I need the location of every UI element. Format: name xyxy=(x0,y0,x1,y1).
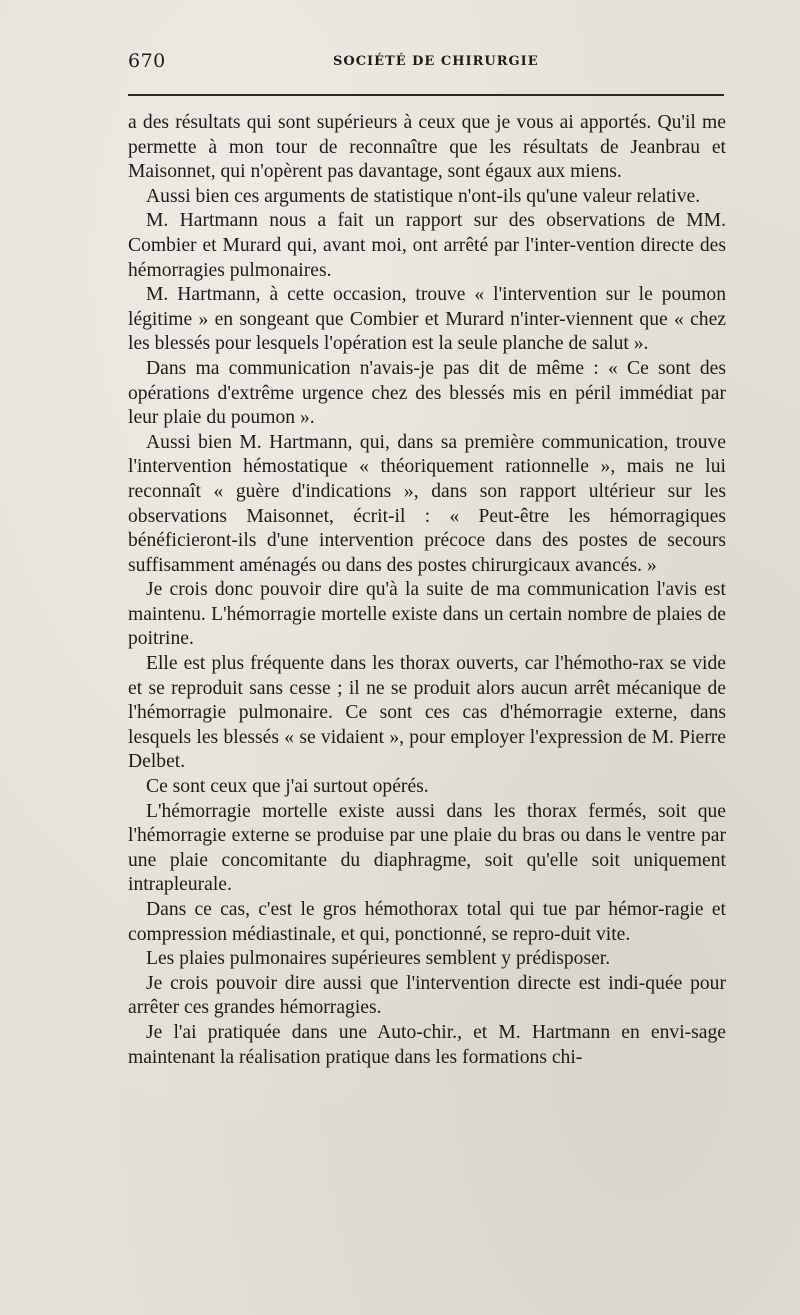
paragraph-11: Dans ce cas, c'est le gros hémothorax total qui tue par hémor-ragie et compression médiastinale, et qui, ponctionné, se repro-duit vite. xyxy=(128,899,726,945)
paragraph-7: Je crois donc pouvoir dire qu'à la suite de ma communication l'avis est maintenu. L'hémorragie mortelle existe dans un certain nombre de plaies de poitrine. xyxy=(128,579,726,650)
page-number: 670 xyxy=(128,50,166,72)
paragraph-3: M. Hartmann nous a fait un rapport sur des observations de MM. Combier et Murard qui, avant moi, ont arrêté par l'inter-vention directe des hémorragies pulmonaires. xyxy=(128,210,726,281)
paragraph-2: Aussi bien ces arguments de statistique n'ont-ils qu'une valeur relative. xyxy=(146,185,701,207)
paragraph-8: Elle est plus fréquente dans les thorax ouverts, car l'hémotho-rax se vide et se reproduit sans cesse ; il ne se produit alors aucun arrêt mécanique de l'hémorragie pulmonaire. Ce sont ces cas d'hémorragie externe, dans lesquels les blessés « se vidaient », pour employer l'expression de M. Pierre Delbet. xyxy=(128,653,726,773)
paragraph-10: L'hémorragie mortelle existe aussi dans les thorax fermés, soit que l'hémorragie externe se produise par une plaie du bras ou dans le ventre par une plaie concomitante du diaphragme, soit qu'elle soit uniquement intrapleurale. xyxy=(128,800,726,896)
paragraph-14: Je l'ai pratiquée dans une Auto-chir., et M. Hartmann en envi-sage maintenant la réalisation pratique dans les formations chi- xyxy=(128,1021,726,1068)
paragraph-1: a des résultats qui sont supérieurs à ceux que je vous ai apportés. Qu'il me permette à mon tour de reconnaître que les résultats de Jeanbrau et Maisonnet, qui n'opèrent pas davantage, sont égaux aux miens. xyxy=(128,112,726,183)
running-title: SOCIÉTÉ DE CHIRURGIE xyxy=(333,54,539,69)
paragraph-5: Dans ma communication n'avais-je pas dit de même : « Ce sont des opérations d'extrême urgence chez des blessés mis en péril immédiat par leur plaie du poumon ». xyxy=(128,357,726,429)
body-text xyxy=(128,111,726,1070)
paragraph-13: Je crois pouvoir dire aussi que l'intervention directe est indi-quée pour arrêter ces grandes hémorragies. xyxy=(128,972,726,1019)
header-rule xyxy=(128,94,724,96)
paragraph-9: Ce sont ceux que j'ai surtout opérés. xyxy=(146,776,429,798)
paragraph-6: Aussi bien M. Hartmann, qui, dans sa première communication, trouve l'intervention hémostatique « théoriquement rationnelle », mais ne lui reconnaît « guère d'indications », dans son rapport ultérieur sur les observations Maisonnet, écrit-il : « Peut-être les hémorragiques bénéficieront-ils d'une intervention précoce dans des postes de secours suffisamment aménagés ou dans des postes chirurgicaux avancés. » xyxy=(128,431,726,576)
paragraph-12: Les plaies pulmonaires supérieures semblent y prédisposer. xyxy=(146,948,611,970)
paragraph-4: M. Hartmann, à cette occasion, trouve « l'intervention sur le poumon légitime » en songeant que Combier et Murard n'inter-viennent que « chez les blessés pour lesquels l'opération est la seule planche de salut ». xyxy=(128,284,726,355)
page-header xyxy=(128,50,724,78)
